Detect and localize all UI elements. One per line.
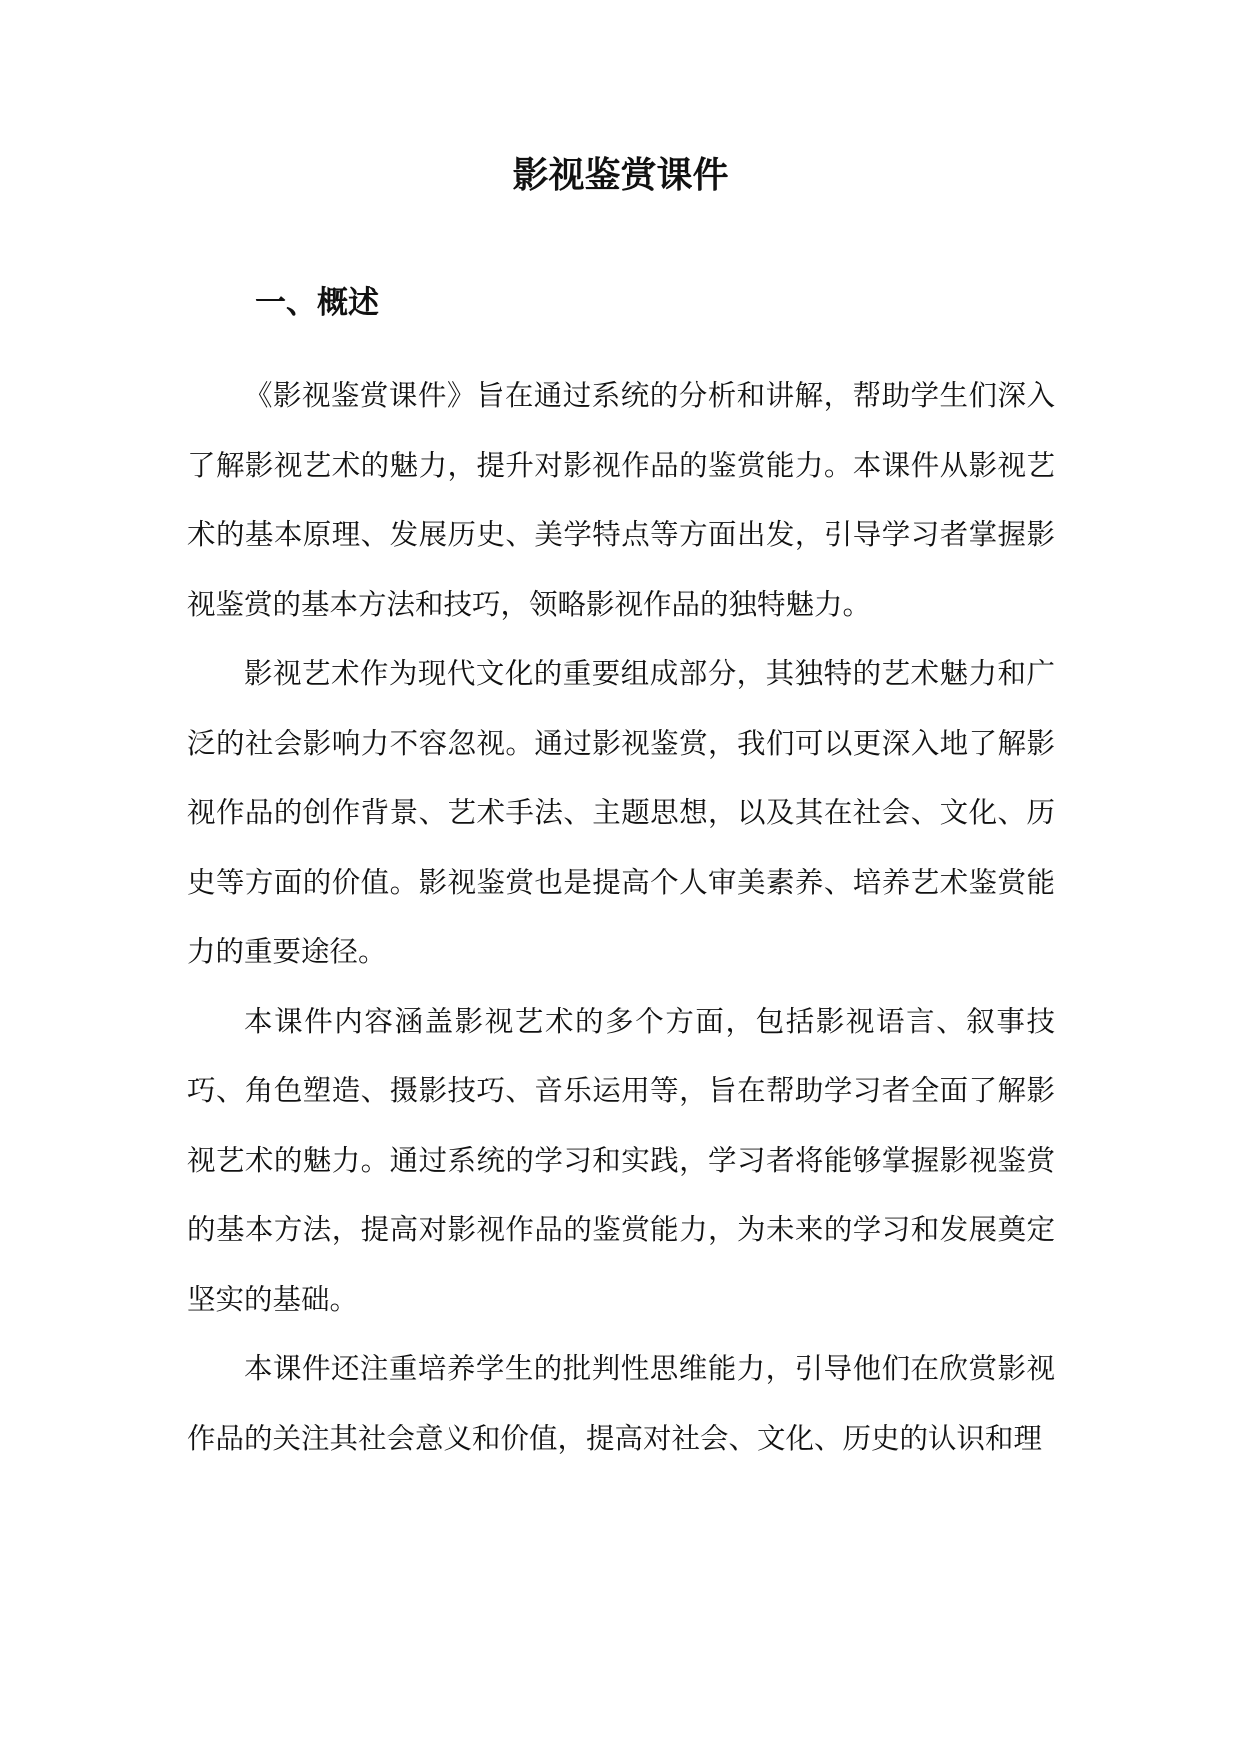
section-body: [187, 361, 1055, 1473]
section-heading-overview: 一、概述: [255, 285, 379, 321]
paragraph: 本课件还注重培养学生的批判性思维能力，引导他们在欣赏影视作品的关注其社会意义和价值，提高对社会、文化、历史的认识和理: [187, 1352, 1055, 1455]
paragraph: 本课件内容涵盖影视艺术的多个方面，包括影视语言、叙事技巧、角色塑造、摄影技巧、音乐运用等，旨在帮助学习者全面了解影视艺术的魅力。通过系统的学习和实践，学习者将能够掌握影视鉴赏的基本方法，提高对影视作品的鉴赏能力，为未来的学习和发展奠定坚实的基础。: [187, 1004, 1055, 1316]
paragraph: 影视艺术作为现代文化的重要组成部分，其独特的艺术魅力和广泛的社会影响力不容忽视。通过影视鉴赏，我们可以更深入地了解影视作品的创作背景、艺术手法、主题思想，以及其在社会、文化、历史等方面的价值。影视鉴赏也是提高个人审美素养、培养艺术鉴赏能力的重要途径。: [187, 657, 1055, 968]
paragraph: 《影视鉴赏课件》旨在通过系统的分析和讲解，帮助学生们深入了解影视艺术的魅力，提升对影视作品的鉴赏能力。本课件从影视艺术的基本原理、发展历史、美学特点等方面出发，引导学习者掌握影视鉴赏的基本方法和技巧，领略影视作品的独特魅力。: [187, 379, 1055, 621]
document-title: 影视鉴赏课件: [512, 155, 729, 196]
